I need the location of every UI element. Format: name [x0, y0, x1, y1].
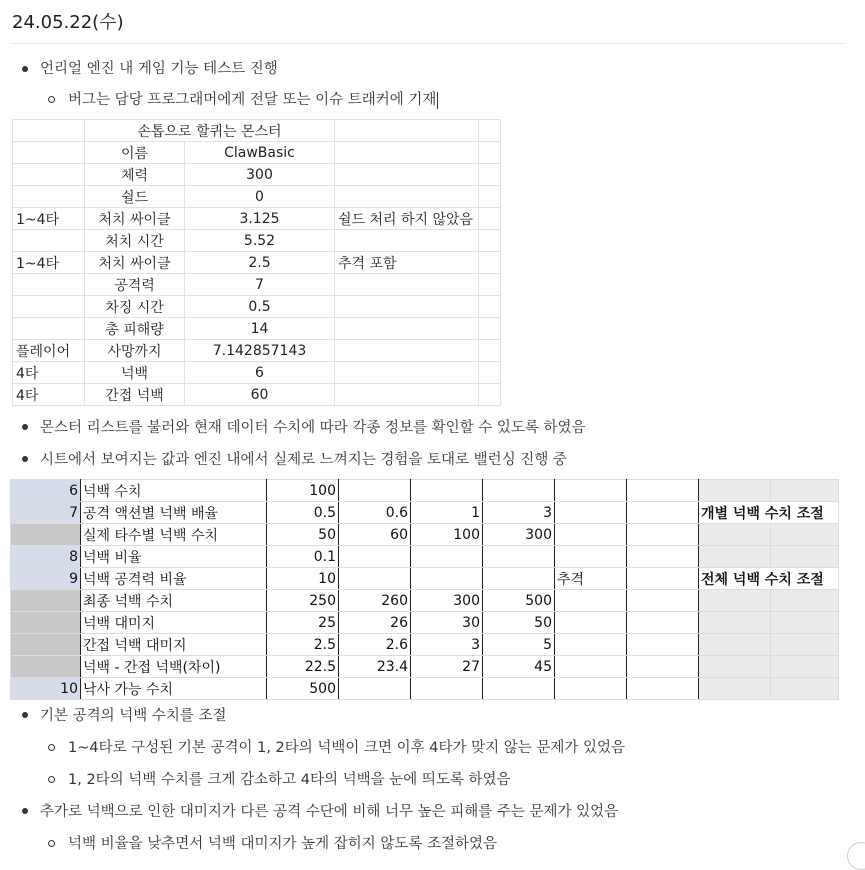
table-cell	[479, 230, 501, 252]
empty-cell[interactable]	[627, 656, 699, 678]
table-row	[13, 296, 501, 318]
table-cell: 처치 싸이클	[85, 252, 185, 274]
value-cell[interactable]: 2.6	[339, 634, 411, 656]
table-cell	[479, 340, 501, 362]
section-label-cell[interactable]: 개별 넉백 수치 조절	[699, 502, 839, 524]
value-cell[interactable]: 3	[483, 502, 555, 524]
table-cell	[335, 384, 479, 406]
sub-bullet-label: 버그는 담당 프로그래머에게 전달 또는 이슈 트래커에 기재	[68, 92, 437, 108]
value-cell[interactable]	[339, 546, 411, 568]
table-cell	[335, 318, 479, 340]
empty-cell[interactable]	[771, 656, 839, 678]
param-name-cell[interactable]: 넉백 대미지	[81, 612, 267, 634]
value-cell[interactable]: 100	[411, 524, 483, 546]
value-cell[interactable]: 260	[339, 590, 411, 612]
value-cell[interactable]: 50	[483, 612, 555, 634]
table-cell	[479, 186, 501, 208]
text-cursor	[437, 92, 438, 109]
table-cell: 7.142857143	[185, 340, 335, 362]
value-cell[interactable]	[339, 480, 411, 502]
table-row	[11, 502, 839, 524]
value-cell[interactable]: 23.4	[339, 656, 411, 678]
section-label-cell[interactable]	[699, 612, 771, 634]
note-cell[interactable]	[555, 612, 627, 634]
table-row	[13, 362, 501, 384]
table-cell: 넉백	[85, 362, 185, 384]
empty-cell[interactable]	[627, 524, 699, 546]
table-row	[11, 546, 839, 568]
value-cell[interactable]: 26	[339, 612, 411, 634]
table-row	[13, 318, 501, 340]
value-cell[interactable]: 0.1	[267, 546, 339, 568]
value-cell[interactable]: 50	[267, 524, 339, 546]
table-cell	[13, 296, 85, 318]
empty-cell[interactable]	[627, 480, 699, 502]
table-cell: 4타	[13, 384, 85, 406]
value-cell[interactable]: 100	[267, 480, 339, 502]
empty-cell[interactable]	[627, 612, 699, 634]
scroll-indicator[interactable]	[847, 842, 865, 870]
sub-bullet-circle	[48, 744, 55, 751]
empty-cell[interactable]	[771, 590, 839, 612]
value-cell[interactable]	[411, 546, 483, 568]
bullet-dot	[22, 456, 28, 462]
table-cell	[479, 164, 501, 186]
value-cell[interactable]	[411, 480, 483, 502]
table-cell	[13, 142, 85, 164]
table-cell	[335, 186, 479, 208]
empty-cell[interactable]	[771, 634, 839, 656]
table-cell	[335, 142, 479, 164]
sub-bullet-text[interactable]	[68, 88, 438, 109]
value-cell[interactable]	[411, 568, 483, 590]
table-cell: 2.5	[185, 252, 335, 274]
table-row	[13, 252, 501, 274]
value-cell[interactable]: 500	[483, 590, 555, 612]
table-row	[11, 568, 839, 590]
row-header[interactable]	[11, 612, 81, 634]
title-divider	[12, 43, 845, 44]
row-header[interactable]	[11, 634, 81, 656]
note-cell[interactable]	[555, 480, 627, 502]
table-cell: 이름	[85, 142, 185, 164]
table-cell: 사망까지	[85, 340, 185, 362]
value-cell[interactable]: 0.5	[267, 502, 339, 524]
value-cell[interactable]: 2.5	[267, 634, 339, 656]
value-cell[interactable]: 30	[411, 612, 483, 634]
table-row	[11, 656, 839, 678]
table-cell	[335, 362, 479, 384]
section-label-cell[interactable]	[699, 678, 771, 700]
table-cell: 4타	[13, 362, 85, 384]
note-cell[interactable]	[555, 524, 627, 546]
table-cell: 6	[185, 362, 335, 384]
table-cell: 1~4타	[13, 208, 85, 230]
value-cell[interactable]: 10	[267, 568, 339, 590]
table-row	[11, 612, 839, 634]
sub-bullet-circle	[48, 96, 55, 103]
note-cell[interactable]	[555, 502, 627, 524]
empty-cell[interactable]	[627, 502, 699, 524]
empty-cell[interactable]	[771, 524, 839, 546]
value-cell[interactable]: 0.6	[339, 502, 411, 524]
table-cell: 7	[185, 274, 335, 296]
row-header[interactable]: 9	[11, 568, 81, 590]
table-cell	[479, 296, 501, 318]
table-cell	[13, 186, 85, 208]
sub-bullet-text: 1, 2타의 넉백 수치를 크게 감소하고 4타의 넉백을 눈에 띄도록 하였음	[68, 772, 511, 788]
empty-cell[interactable]	[627, 546, 699, 568]
table-row	[13, 274, 501, 296]
table-cell: 처치 싸이클	[85, 208, 185, 230]
table-row	[11, 480, 839, 502]
param-name-cell[interactable]: 실제 타수별 넉백 수치	[81, 524, 267, 546]
value-cell[interactable]: 45	[483, 656, 555, 678]
table-cell	[13, 120, 85, 142]
table-cell	[13, 230, 85, 252]
table-row	[13, 340, 501, 362]
section-label-cell[interactable]	[699, 546, 771, 568]
note-cell[interactable]	[555, 634, 627, 656]
value-cell[interactable]: 5	[483, 634, 555, 656]
value-cell[interactable]: 22.5	[267, 656, 339, 678]
bullet-dot	[22, 808, 28, 814]
table-cell	[479, 362, 501, 384]
empty-cell[interactable]	[771, 612, 839, 634]
table-cell	[13, 274, 85, 296]
empty-cell[interactable]	[627, 590, 699, 612]
value-cell[interactable]	[339, 568, 411, 590]
table-cell	[335, 164, 479, 186]
table-cell	[13, 318, 85, 340]
bullet-dot	[22, 66, 28, 72]
table-row	[13, 208, 501, 230]
sub-bullet-circle	[48, 840, 55, 847]
bullet-text: 시트에서 보여지는 값과 엔진 내에서 실제로 느껴지는 경험을 토대로 밸런싱 진행 중	[40, 452, 567, 468]
param-name-cell[interactable]: 최종 넉백 수치	[81, 590, 267, 612]
table-cell: 간접 넉백	[85, 384, 185, 406]
table-cell: 플레이어	[13, 340, 85, 362]
table-row	[11, 634, 839, 656]
row-header[interactable]: 8	[11, 546, 81, 568]
note-cell[interactable]	[555, 590, 627, 612]
param-name-cell[interactable]: 공격 액션별 넉백 배율	[81, 502, 267, 524]
sub-bullet-circle	[48, 776, 55, 783]
table-cell: 0	[185, 186, 335, 208]
section-label-cell[interactable]	[699, 656, 771, 678]
empty-cell[interactable]	[627, 678, 699, 700]
bullet-text: 추가로 넉백으로 인한 대미지가 다른 공격 수단에 비해 너무 높은 피해를 주는 문제가 있었음	[40, 804, 619, 820]
param-name-cell[interactable]: 넉백 공격력 비율	[81, 568, 267, 590]
table-cell: 처치 시간	[85, 230, 185, 252]
note-cell[interactable]	[555, 546, 627, 568]
section-label-cell[interactable]: 전체 넉백 수치 조절	[699, 568, 839, 590]
table-cell	[479, 318, 501, 340]
table-cell	[335, 296, 479, 318]
table-cell	[335, 230, 479, 252]
value-cell[interactable]: 60	[339, 524, 411, 546]
table-row	[13, 142, 501, 164]
section-label-cell[interactable]	[699, 524, 771, 546]
row-header[interactable]	[11, 590, 81, 612]
table-cell: 14	[185, 318, 335, 340]
value-cell[interactable]	[339, 678, 411, 700]
table-cell: 체력	[85, 164, 185, 186]
table-row	[13, 186, 501, 208]
note-cell[interactable]	[555, 678, 627, 700]
table-cell: 총 피해량	[85, 318, 185, 340]
section-label-cell[interactable]	[699, 590, 771, 612]
table-row	[11, 524, 839, 546]
note-cell[interactable]: 추격	[555, 568, 627, 590]
sub-bullet-text: 1~4타로 구성된 기본 공격이 1, 2타의 넉백이 크면 이후 4타가 맞지 않는 문제가 있었음	[68, 740, 626, 756]
row-header[interactable]: 6	[11, 480, 81, 502]
value-cell[interactable]	[483, 568, 555, 590]
param-name-cell[interactable]: 간접 넉백 대미지	[81, 634, 267, 656]
table-cell	[479, 252, 501, 274]
value-cell[interactable]: 300	[411, 590, 483, 612]
table-cell: 추격 포함	[335, 252, 479, 274]
table-row	[11, 678, 839, 700]
empty-cell[interactable]	[771, 678, 839, 700]
empty-cell[interactable]	[627, 568, 699, 590]
table-cell	[13, 164, 85, 186]
value-cell[interactable]: 25	[267, 612, 339, 634]
table-cell: 0.5	[185, 296, 335, 318]
value-cell[interactable]	[483, 678, 555, 700]
table-cell: 1~4타	[13, 252, 85, 274]
empty-cell[interactable]	[771, 546, 839, 568]
value-cell[interactable]: 300	[483, 524, 555, 546]
table-cell	[479, 274, 501, 296]
row-header[interactable]	[11, 524, 81, 546]
table-cell	[479, 142, 501, 164]
table-row	[13, 384, 501, 406]
bullet-text: 언리얼 엔진 내 게임 기능 테스트 진행	[40, 61, 278, 77]
row-header[interactable]: 10	[11, 678, 81, 700]
knockback-sheet-table	[10, 479, 839, 700]
page-title: 24.05.22(수)	[12, 12, 124, 33]
empty-cell[interactable]	[627, 634, 699, 656]
param-name-cell[interactable]: 넉백 비율	[81, 546, 267, 568]
table-cell: 300	[185, 164, 335, 186]
empty-cell[interactable]	[771, 480, 839, 502]
value-cell[interactable]: 1	[411, 502, 483, 524]
table-cell: 손톱으로 할퀴는 몬스터	[85, 120, 335, 142]
table-cell: 공격력	[85, 274, 185, 296]
table-cell: 3.125	[185, 208, 335, 230]
table-row	[13, 120, 501, 142]
section-label-cell[interactable]	[699, 634, 771, 656]
table-cell	[335, 274, 479, 296]
param-name-cell[interactable]: 넉백 수치	[81, 480, 267, 502]
sub-bullet-text: 넉백 비율을 낮추면서 넉백 대미지가 높게 잡히지 않도록 조절하였음	[68, 836, 498, 852]
table-cell: 60	[185, 384, 335, 406]
value-cell[interactable]	[483, 480, 555, 502]
table-cell	[335, 340, 479, 362]
value-cell[interactable]	[483, 546, 555, 568]
table-cell	[335, 120, 479, 142]
row-header[interactable]	[11, 656, 81, 678]
value-cell[interactable]	[411, 678, 483, 700]
monster-stats-table	[12, 119, 501, 406]
value-cell[interactable]: 3	[411, 634, 483, 656]
bullet-text: 몬스터 리스트를 불러와 현재 데이터 수치에 따라 각종 정보를 확인할 수 있도록 하였음	[40, 420, 586, 436]
table-cell	[479, 208, 501, 230]
table-cell: 차징 시간	[85, 296, 185, 318]
param-name-cell[interactable]: 넉백 - 간접 넉백(차이)	[81, 656, 267, 678]
bullet-dot	[22, 424, 28, 430]
section-label-cell[interactable]	[699, 480, 771, 502]
table-cell: 쉴드	[85, 186, 185, 208]
table-row	[13, 230, 501, 252]
value-cell[interactable]: 500	[267, 678, 339, 700]
bullet-text: 기본 공격의 넉백 수치를 조절	[40, 708, 227, 724]
value-cell[interactable]: 27	[411, 656, 483, 678]
note-cell[interactable]	[555, 656, 627, 678]
row-header[interactable]: 7	[11, 502, 81, 524]
value-cell[interactable]: 250	[267, 590, 339, 612]
table-row	[13, 164, 501, 186]
param-name-cell[interactable]: 낙사 가능 수치	[81, 678, 267, 700]
table-cell	[479, 120, 501, 142]
table-cell: ClawBasic	[185, 142, 335, 164]
table-row	[11, 590, 839, 612]
table-cell: 쉴드 처리 하지 않았음	[335, 208, 479, 230]
table-cell	[479, 384, 501, 406]
table-cell: 5.52	[185, 230, 335, 252]
bullet-dot	[22, 712, 28, 718]
